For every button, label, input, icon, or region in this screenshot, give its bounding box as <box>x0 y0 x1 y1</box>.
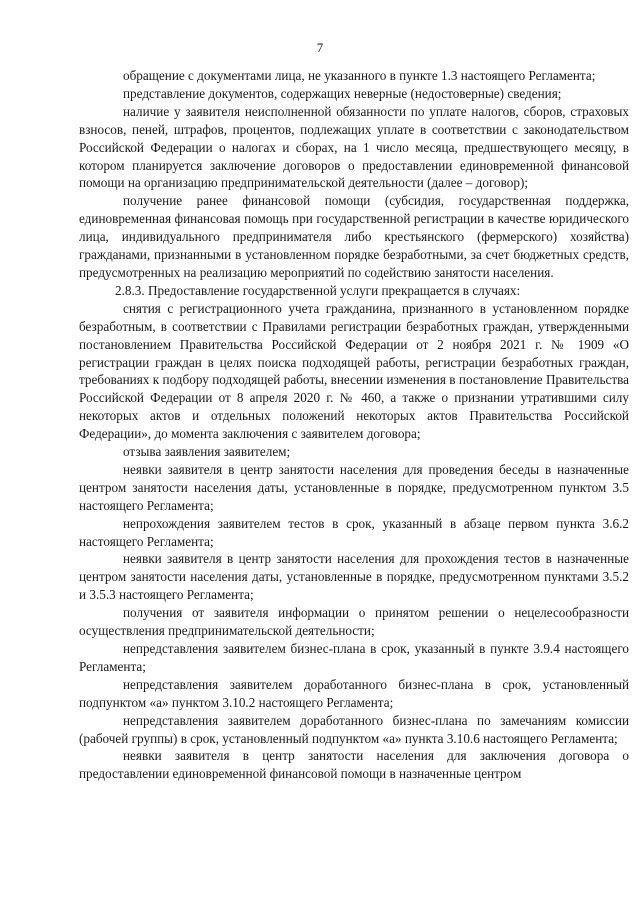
paragraph: неявки заявителя в центр занятости населения для проведения беседы в назначенные центром занятости населения даты, установленные в порядке, предусмотренном пунктом 3.5 настоящего Регламента; <box>79 461 629 513</box>
paragraph: снятия с регистрационного учета гражданина, признанного в установленном порядке безработным, в соответствии с Правилами регистрации безработных граждан, утвержденными постановлением Правительства Российской Федерации от 2 ноября 2021 г. № 1909 «О регистрации граждан в целях поиска подходящей работы, регистрации безработных граждан, требованиях к подбору подходящей работы, внесении изменения в постановление Правительства Российской Федерации от 8 апреля 2020 г. № 460, а также о признании утратившими силу некоторых актов и отдельных положений некоторых актов Правительства Российской Федерации», до момента заключения с заявителем договора; <box>79 300 629 442</box>
paragraph: обращение с документами лица, не указанного в пункте 1.3 настоящего Регламента; <box>123 68 596 83</box>
paragraph: получение ранее финансовой помощи (субсидия, государственная поддержка, единовременная финансовая помощь при государственной регистрации в качестве юридического лица, индивидуального предпринимателя либо крестьянского (фермерского) хозяйства) гражданами, признанными в установленном порядке безработными, за счет бюджетных средств, предусмотренных на реализацию мероприятий по содействию занятости населения. <box>79 193 629 280</box>
document-body <box>79 67 629 783</box>
paragraph: непредставления заявителем бизнес-плана в срок, указанный в пункте 3.9.4 настоящего Регламента; <box>79 641 629 674</box>
page-number: 7 <box>316 40 324 55</box>
paragraph: неявки заявителя в центр занятости населения для прохождения тестов в назначенные центром занятости населения даты, установленные в порядке, предусмотренном пунктами 3.5.2 и 3.5.3 настоящего Регламента; <box>79 551 629 603</box>
paragraph: наличие у заявителя неисполненной обязанности по уплате налогов, сборов, страховых взносов, пеней, штрафов, процентов, подлежащих уплате в соответствии с законодательством Российской Федерации о налогах и сборах, на 1 число месяца, предшествующего месяцу, в котором планируется заключение договоров о предоставлении единовременной финансовой помощи на организацию предпринимательской деятельности (далее – договор); <box>79 103 629 191</box>
paragraph: непредставления заявителем доработанного бизнес-плана по замечаниям комиссии (рабочей группы) в срок, установленный подпунктом «а» пункта 3.10.6 настоящего Регламента; <box>79 712 629 746</box>
paragraph: неявки заявителя в центр занятости населения для заключения договора о предоставлении единовременной финансовой помощи в назначенные центром <box>79 748 629 782</box>
paragraph: представление документов, содержащих неверные (недостоверные) сведения; <box>123 85 562 101</box>
paragraph: непрохождения заявителем тестов в срок, указанный в абзаце первом пункта 3.6.2 настоящего Регламента; <box>79 515 629 549</box>
paragraph: отзыва заявления заявителем; <box>123 444 291 460</box>
paragraph: 2.8.3. Предоставление государственной услуги прекращается в случаях: <box>115 282 521 298</box>
paragraph: получения от заявителя информации о принятом решении о нецелесообразности осуществления предпринимательской деятельности; <box>79 605 629 639</box>
paragraph: непредставления заявителем доработанного бизнес-плана в срок, установленный подпунктом «а» пунктом 3.10.2 настоящего Регламента; <box>79 676 629 710</box>
